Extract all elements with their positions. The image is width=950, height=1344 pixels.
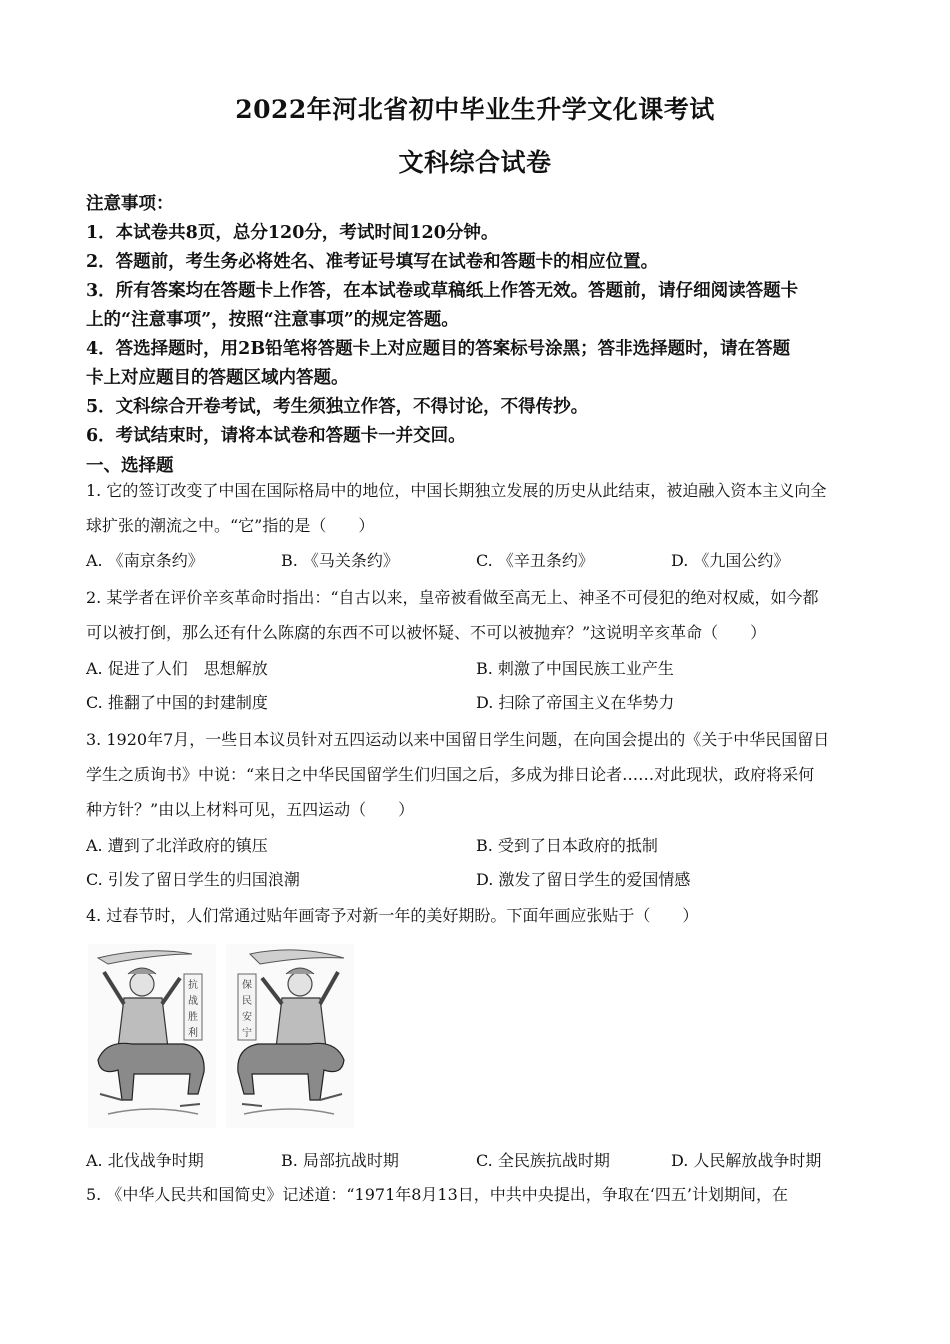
- notice-line: 5．文科综合开卷考试，考生须独立作答，不得讨论，不得传抄。: [86, 397, 589, 417]
- option-c: C. 《辛丑条约》: [476, 550, 594, 570]
- options-row: [86, 1143, 876, 1175]
- options-row: [86, 827, 876, 861]
- notice-line: 6．考试结束时，请将本试卷和答题卡一并交回。: [86, 426, 466, 446]
- picture-label-char: 利: [188, 1028, 198, 1039]
- question-stem: 1. 它的签订改变了中国在国际格局中的地位，中国长期独立发展的历史从此结束，被迫融入资本主义向全: [86, 481, 827, 500]
- picture-label-char: 安: [242, 1012, 252, 1023]
- option-a: A. 《南京条约》: [86, 550, 204, 570]
- new-year-picture-right: [226, 944, 354, 1128]
- notice-line: 上的“注意事项”，按照“注意事项”的规定答题。: [86, 310, 459, 330]
- option-d: D. 《九国公约》: [671, 550, 790, 570]
- section-heading: 一、选择题: [86, 456, 174, 476]
- warrior-on-horse-illustration: [226, 944, 354, 1128]
- picture-label-char: 保: [242, 980, 252, 991]
- picture-label-char: 战: [188, 996, 198, 1007]
- options-row: [86, 861, 876, 895]
- question-stem: 可以被打倒，那么还有什么陈腐的东西不可以被怀疑、不可以被抛弃？”这说明辛亥革命（ ）: [86, 623, 767, 642]
- options-row: [86, 650, 876, 684]
- question-5: [86, 1177, 876, 1212]
- question-2: [86, 580, 876, 718]
- option-d: D. 人民解放战争时期: [671, 1150, 822, 1170]
- warrior-on-horse-illustration: [88, 944, 216, 1128]
- option-b: B. 受到了日本政府的抵制: [476, 835, 658, 855]
- exam-subtitle: 文科综合试卷: [398, 148, 552, 177]
- question-stem: 学生之质询书》中说：“来日之中华民国留学生们归国之后，多成为排日论者……对此现状，政府将采何: [86, 765, 815, 784]
- option-b: B. 局部抗战时期: [281, 1150, 399, 1170]
- question-stem: 3. 1920年7月，一些日本议员针对五四运动以来中国留日学生问题，在向国会提出的《关于中华民国留日: [86, 730, 830, 749]
- question-stem: 2. 某学者在评价辛亥革命时指出：“自古以来，皇帝被看做至高无上、神圣不可侵犯的绝对权威，如今都: [86, 588, 819, 607]
- picture-label-char: 抗: [188, 980, 198, 991]
- question-stem: 种方针？”由以上材料可见，五四运动（ ）: [86, 800, 415, 819]
- question-stem: 5. 《中华人民共和国简史》记述道：“1971年8月13日，中共中央提出，争取在‘四五’计划期间，在: [86, 1185, 788, 1204]
- notice-line: 1．本试卷共8页，总分120分，考试时间120分钟。: [86, 223, 499, 243]
- question-4-options: [86, 1143, 876, 1175]
- exam-title: 2022年河北省初中毕业生升学文化课考试: [235, 95, 715, 124]
- picture-label-char: 宁: [242, 1028, 252, 1039]
- notice-line: 3．所有答案均在答题卡上作答，在本试卷或草稿纸上作答无效。答题前，请仔细阅读答题卡: [86, 281, 799, 301]
- new-year-pictures: [88, 944, 358, 1128]
- picture-label-char: 胜: [188, 1012, 198, 1023]
- question-stem: 4. 过春节时，人们常通过贴年画寄予对新一年的美好期盼。下面年画应张贴于（ ）: [86, 906, 699, 925]
- notice-block: [86, 190, 876, 451]
- notice-line: 4．答选择题时，用2B铅笔将答题卡上对应题目的答案标号涂黑；答非选择题时，请在答题: [86, 339, 791, 359]
- notice-heading: 注意事项：: [86, 194, 174, 214]
- option-a: A. 促进了人们 思想解放: [86, 658, 268, 678]
- picture-label-char: 民: [242, 996, 252, 1007]
- question-3: [86, 722, 876, 895]
- option-d: D. 激发了留日学生的爱国情感: [476, 869, 691, 889]
- notice-line: 2．答题前，考生务必将姓名、准考证号填写在试卷和答题卡的相应位置。: [86, 252, 659, 272]
- notice-line: 卡上对应题目的答题区域内答题。: [86, 368, 349, 388]
- question-4: [86, 898, 876, 933]
- option-d: D. 扫除了帝国主义在华势力: [476, 692, 675, 712]
- option-b: B. 《马关条约》: [281, 550, 399, 570]
- option-c: C. 引发了留日学生的归国浪潮: [86, 869, 300, 889]
- option-a: A. 北伐战争时期: [86, 1150, 204, 1170]
- new-year-picture-left: [88, 944, 216, 1128]
- question-1: [86, 473, 876, 575]
- options-row: [86, 543, 876, 575]
- option-b: B. 刺激了中国民族工业产生: [476, 658, 674, 678]
- option-c: C. 推翻了中国的封建制度: [86, 692, 268, 712]
- option-a: A. 遭到了北洋政府的镇压: [86, 835, 268, 855]
- question-stem: 球扩张的潮流之中。“它”指的是（ ）: [86, 516, 375, 535]
- option-c: C. 全民族抗战时期: [476, 1150, 610, 1170]
- options-row: [86, 684, 876, 718]
